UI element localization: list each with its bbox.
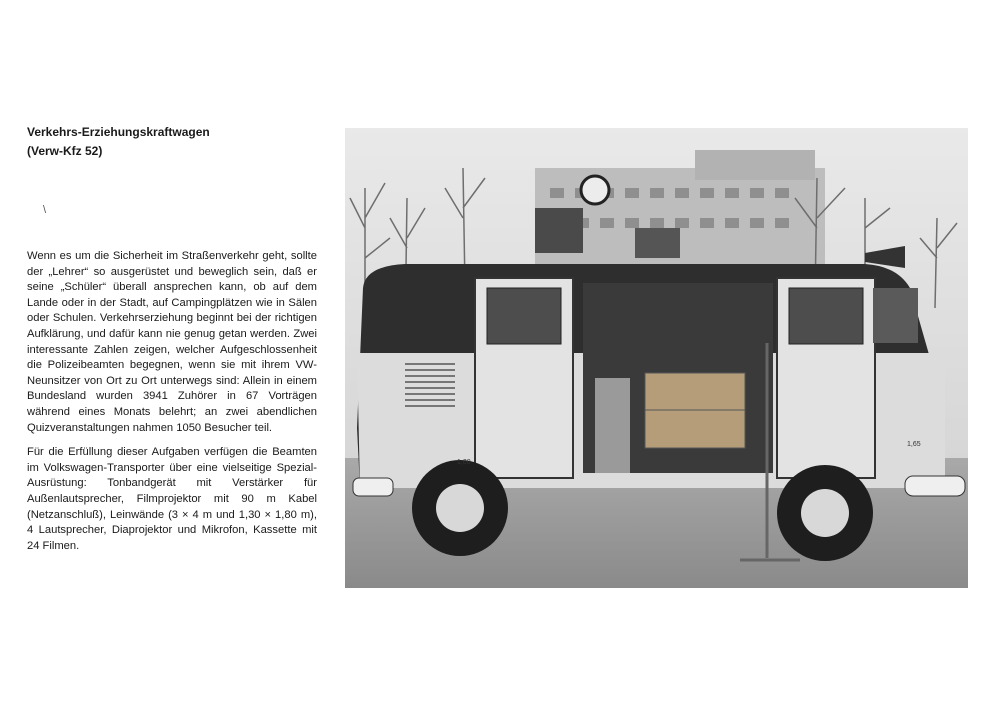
heading-line-1: Verkehrs-Erziehungskraftwagen — [27, 125, 210, 139]
paragraph-1: Wenn es um die Sicherheit im Straßenverkehr geht, sollte der „Lehrer“ so ausgerüstet und beweglich sein, daß er seine „Schüler“ überall ansprechen kann, ob auf dem Lande oder in der Stadt, auf Campingplätzen wie in Sälen oder Schulen. Verkehrserziehung beginnt bei der richtigen Aufklärung, und dafür kann nie genug getan werden. Zwei interessante Zahlen zeigen, welcher Aufgeschlossenheit die Polizeibeamten begegnen, wenn sie mit ihrem VW-Neunsitzer von Ort zu Ort unterwegs sind: Allein in einem Bundesland wurden 3941 Zuhörer in 67 Vorträgen während eines Monats belehrt; an zwei abendlichen Quizveranstaltungen nahmen 1050 Besucher teil. — [27, 250, 317, 434]
van-photo — [345, 128, 968, 588]
van-illustration — [345, 128, 968, 588]
heading-line-2: (Verw-Kfz 52) — [27, 144, 103, 158]
body-text — [27, 249, 317, 563]
section-heading — [27, 123, 210, 161]
paragraph-2: Für die Erfüllung dieser Aufgaben verfügen die Beamten im Volkswagen-Transporter über eine vielseitige Spezial-Ausrüstung: Tonbandgerät mit Verstärker für Außenlautsprecher, Filmprojektor mit 90 m Kabel (Netzanschluß), Leinwände (3 × 4 m und 1,30 × 1,80 m), 4 Lautsprecher, Diaprojektor und Mikrofon, Kassette mit 24 Filmen. — [27, 446, 317, 552]
plate-right: 1,65 — [907, 441, 921, 448]
plate-left: 1,00 — [457, 459, 471, 466]
stray-mark: \ — [43, 204, 47, 216]
